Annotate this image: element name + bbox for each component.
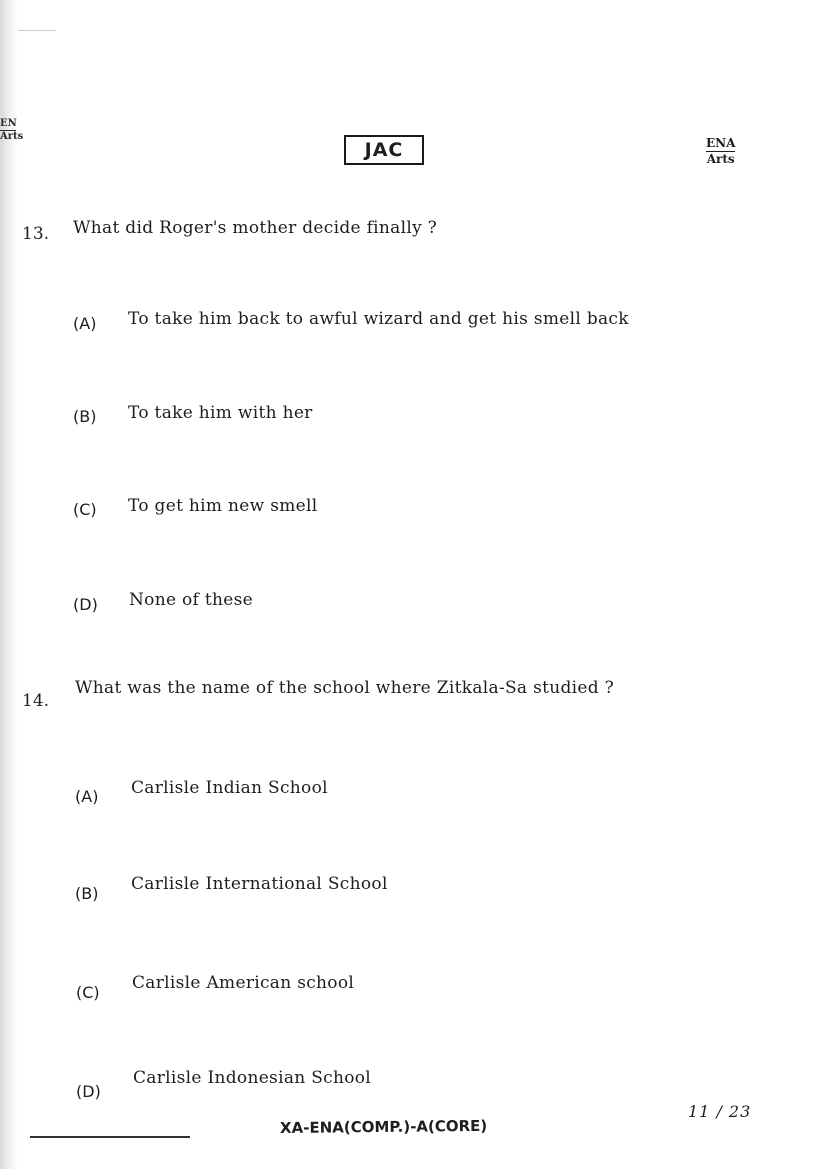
question-13-option-b-label: (B) [73,407,97,426]
left-bleed-line1: EN [0,118,17,129]
question-14-text: What was the name of the school where Zitkala-Sa studied ? [75,678,615,698]
question-13-option-b-text: To take him with her [128,403,313,423]
question-13-option-c-label: (C) [73,500,97,519]
subject-code-header [706,136,735,167]
page-number: 11 / 23 [688,1102,752,1121]
question-14-option-c-label: (C) [76,983,100,1002]
question-14-option-d-text: Carlisle Indonesian School [133,1068,372,1088]
footer-rule [30,1136,190,1138]
question-13-option-a-text: To take him back to awful wizard and get his smell back [128,309,629,329]
question-14-option-a-text: Carlisle Indian School [131,778,328,798]
question-14-option-b-text: Carlisle International School [131,874,388,894]
question-14-option-b-label: (B) [75,884,99,903]
question-13-option-d-text: None of these [129,590,253,610]
question-13-option-a-label: (A) [73,314,97,333]
left-bleed-header [0,118,23,143]
question-13-option-d-label: (D) [73,595,98,614]
jac-badge-text: JAC [364,139,404,161]
question-13-option-c-text: To get him new smell [128,496,318,516]
jac-badge [344,135,424,165]
question-14-option-d-label: (D) [76,1082,101,1101]
page-top-edge-mark [18,30,56,31]
question-14-option-a-label: (A) [75,787,99,806]
paper-code: XA-ENA(COMP.)-A(CORE) [279,1116,488,1137]
subject-code-line2: Arts [706,152,735,166]
subject-code-line1: ENA [706,136,736,150]
question-13-number: 13. [22,224,50,244]
page-left-edge [0,0,18,1169]
question-14-number: 14. [22,691,50,711]
question-13-text: What did Roger's mother decide finally ? [73,218,438,238]
left-bleed-line2: Arts [0,131,24,142]
question-14-option-c-text: Carlisle American school [132,973,355,993]
